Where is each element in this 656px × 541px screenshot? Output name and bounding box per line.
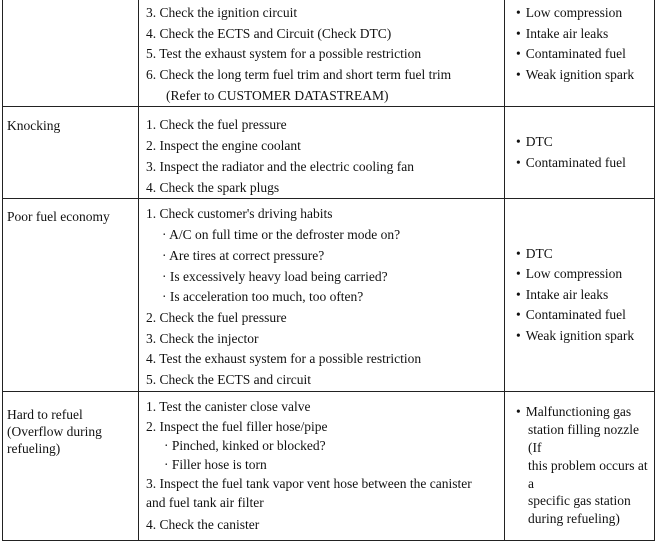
procedure-cell <box>139 391 505 540</box>
symptom-label: Knocking <box>7 118 61 134</box>
procedure-step: 1. Test the canister close valve <box>146 398 311 414</box>
table-row <box>3 391 655 540</box>
procedure-substep: · Pinched, kinked or blocked? <box>164 438 326 454</box>
procedure-step-continuation: and fuel tank air filter <box>146 495 264 511</box>
table-row <box>3 107 655 199</box>
procedure-step: 3. Inspect the fuel tank vapor vent hose between the canister <box>146 476 472 492</box>
cause-item: • DTC <box>516 244 654 265</box>
procedure-step: 1. Check the fuel pressure <box>146 117 287 133</box>
cause-item: • Weak ignition spark <box>516 65 654 86</box>
procedure-cell <box>139 0 505 107</box>
procedure-substep: · Filler hose is torn <box>164 457 267 473</box>
procedure-step: 3. Check the ignition circuit <box>146 5 298 20</box>
troubleshooting-table <box>2 0 655 541</box>
cause-cell <box>505 391 655 540</box>
table-row <box>3 0 655 107</box>
cause-item: • Contaminated fuel <box>516 153 654 174</box>
procedure-step: 4. Check the spark plugs <box>146 179 280 195</box>
procedure-step: 3. Inspect the radiator and the electric cooling fan <box>146 158 415 174</box>
cause-cell <box>505 0 655 107</box>
procedure-substep: · Are tires at correct pressure? <box>162 247 325 263</box>
cause-cell <box>505 107 655 199</box>
cause-item: • Intake air leaks <box>516 285 654 306</box>
cause-item-continuation: this problem occurs at a <box>528 457 648 491</box>
cause-item-continuation: during refueling) <box>528 511 620 527</box>
cause-item: • Low compression <box>516 3 654 24</box>
cause-item: • Contaminated fuel <box>516 305 654 326</box>
symptom-cell <box>3 391 139 540</box>
cause-item: • Contaminated fuel <box>516 44 654 65</box>
symptom-cell <box>3 107 139 199</box>
cause-item: • Intake air leaks <box>516 24 654 45</box>
procedure-substep: · A/C on full time or the defroster mode on? <box>162 227 401 243</box>
cause-cell <box>505 199 655 391</box>
procedure-step: 2. Check the fuel pressure <box>146 309 287 325</box>
cause-item: • Low compression <box>516 264 654 285</box>
symptom-cell <box>3 199 139 391</box>
procedure-step: 1. Check customer's driving habits <box>146 206 333 222</box>
cause-item: • Malfunctioning gas <box>516 403 654 421</box>
procedure-cell <box>139 199 505 391</box>
cause-item-continuation: specific gas station <box>528 493 631 509</box>
procedure-step-continuation: (Refer to CUSTOMER DATASTREAM) <box>166 87 389 103</box>
symptom-cell <box>3 0 139 107</box>
symptom-label: (Overflow during <box>7 423 102 439</box>
procedure-step: 4. Check the canister <box>146 517 260 533</box>
symptom-label: Hard to refuel <box>7 406 83 422</box>
procedure-step: 2. Inspect the fuel filler hose/pipe <box>146 419 328 435</box>
procedure-step: 4. Check the ECTS and Circuit (Check DTC) <box>146 25 392 41</box>
procedure-step: 6. Check the long term fuel trim and short term fuel trim <box>146 67 452 83</box>
cause-item: • DTC <box>516 132 654 153</box>
procedure-substep: · Is acceleration too much, too often? <box>162 289 364 305</box>
procedure-step: 2. Inspect the engine coolant <box>146 138 301 154</box>
procedure-step: 5. Check the ECTS and circuit <box>146 371 311 387</box>
procedure-substep: · Is excessively heavy load being carried? <box>162 268 388 284</box>
procedure-step: 4. Test the exhaust system for a possible restriction <box>146 351 422 367</box>
procedure-step: 3. Check the injector <box>146 330 259 346</box>
procedure-step: 5. Test the exhaust system for a possible restriction <box>146 46 422 62</box>
table-row <box>3 199 655 391</box>
symptom-label: Poor fuel economy <box>7 209 110 225</box>
cause-item-continuation: station filling nozzle (If <box>528 422 639 455</box>
procedure-cell <box>139 107 505 199</box>
symptom-label: refueling) <box>7 440 61 456</box>
cause-item: • Weak ignition spark <box>516 326 654 347</box>
